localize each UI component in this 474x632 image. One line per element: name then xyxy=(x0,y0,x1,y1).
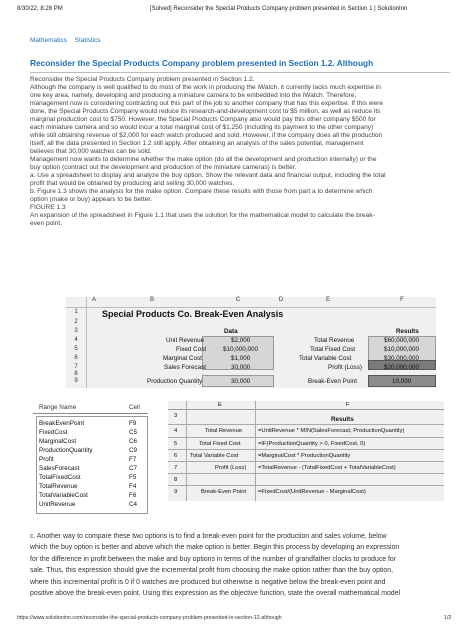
range-cell: F5 xyxy=(129,474,137,481)
result-total-fixed-cost: $10,000,000 xyxy=(384,346,420,353)
value-fixed-cost: $10,000,000 xyxy=(223,346,259,353)
formula-total-variable-cost: =MarginalCost * ProductionQuantity xyxy=(258,453,351,459)
formula-row-5: 5 xyxy=(174,441,178,447)
range-name: BreakEvenPoint xyxy=(39,420,85,427)
spreadsheet-title: Special Products Co. Break-Even Analysis xyxy=(102,309,284,319)
result-total-revenue: $60,000,000 xyxy=(384,337,420,344)
range-name: Profit xyxy=(39,456,54,463)
range-name: TotalRevenue xyxy=(39,483,78,490)
body-line: each miniature camera and so would incur a total marginal cost of $1,250 (including its payment to the other company) xyxy=(30,124,374,131)
row-header-5: 5 xyxy=(74,346,78,352)
row-line xyxy=(168,473,444,474)
formula-col-header-row xyxy=(168,401,444,410)
result-label-break-even: Break-Even Point xyxy=(308,378,358,385)
formula-row-8: 8 xyxy=(174,477,178,483)
range-name-row xyxy=(33,456,148,465)
result-label-total-revenue: Total Revenue xyxy=(314,337,355,344)
body-line: a. Use a spreadsheet to display and analyze the buy option. Show the relevant data and financial output, including the total xyxy=(30,172,386,179)
para-line: sale. Thus, this expression should give the incremental profit from choosing the make option rather than the buy option, xyxy=(30,567,393,575)
row-header-8: 8 xyxy=(74,371,78,377)
label-sales-forecast: Sales Forecast xyxy=(164,364,206,371)
grid-line xyxy=(186,401,187,501)
title-divider xyxy=(30,72,450,73)
page-title: Reconsider the Special Products Company problem presented in Section 1.2. Although xyxy=(30,58,374,68)
col-header-f: F xyxy=(400,297,404,303)
result-label-profit: Profit (Loss) xyxy=(328,364,362,371)
footer-url[interactable]: https://www.solutioninn.com/reconsider-the-special-products-company-problem-presented-in-section-12-although xyxy=(17,615,282,621)
range-name-row xyxy=(33,492,148,501)
range-cell: C4 xyxy=(129,501,138,508)
formula-profit: =TotalRevenue - (TotalFixedCost + TotalVariableCost) xyxy=(258,465,396,471)
cell-col-label: Cell xyxy=(129,404,140,411)
range-name-row xyxy=(33,420,148,429)
result-profit: $20,000,000 xyxy=(384,364,420,371)
range-name-row xyxy=(33,465,148,474)
range-name: TotalVariableCost xyxy=(39,492,88,499)
row-line xyxy=(168,424,444,425)
body-line: option (make or buy) appears to be better. xyxy=(30,196,152,203)
range-name-col-label: Range Name xyxy=(39,404,77,411)
row-line xyxy=(168,485,444,486)
body-line: An expansion of the spreadsheet in Figure 1.1 that uses the solution for the mathematical model to calculate the break- xyxy=(30,212,375,219)
body-line: Management now wants to determine whether the make option (do all the development and production internally) or the xyxy=(30,156,377,163)
label-fixed-cost: Fixed Cost xyxy=(176,346,207,353)
para-line: c. Another way to compare these two options is to find a break-even point for the production and sales volume, below xyxy=(30,533,387,540)
formula-label: Profit (Loss) xyxy=(215,465,247,471)
row-header-2: 2 xyxy=(74,319,78,325)
result-label-total-fixed-cost: Total Fixed Cost xyxy=(310,346,356,353)
break-even-spreadsheet xyxy=(66,297,436,388)
body-line: done, the Special Products Company would reduce its research-and-development cost to $5 million, as well as reduce its xyxy=(30,108,381,115)
range-name-row xyxy=(33,483,148,492)
row-line xyxy=(168,437,444,438)
col-header-b: B xyxy=(149,297,154,303)
question-body xyxy=(30,76,452,228)
body-line: one key area, namely, developing and producing a miniature camera to be embedded into the iWatch. Therefore, xyxy=(30,92,357,99)
grid-line xyxy=(255,401,256,501)
range-cell: F4 xyxy=(129,483,137,490)
body-line: marginal production cost to $750. However, the Special Products Company also would pay this other company $500 for xyxy=(30,116,376,123)
range-name: TotalFixedCost xyxy=(39,474,81,481)
print-title: [Solved] Reconsider the Special Products Company problem presented in Section 1 | SolutionInn xyxy=(150,6,408,12)
formula-label: Total Variable Cost xyxy=(190,453,239,459)
label-unit-revenue: Unit Revenue xyxy=(166,337,205,344)
body-line: FIGURE 1.3 xyxy=(30,204,66,211)
result-break-even: 10,000 xyxy=(392,378,412,385)
result-total-variable-cost: $30,000,000 xyxy=(384,355,420,362)
formula-col-e: E xyxy=(218,402,222,408)
formula-row-4: 4 xyxy=(174,428,178,434)
range-cell: F9 xyxy=(129,420,137,427)
formula-total-fixed-cost: =IF(ProductionQuantity > 0, FixedCost, 0) xyxy=(258,441,366,447)
range-cell: C9 xyxy=(129,447,138,454)
row-header-6: 6 xyxy=(74,355,78,361)
range-cell: C5 xyxy=(129,429,138,436)
formula-row-7: 7 xyxy=(174,465,178,471)
body-line: management now is considering contracting out this part of the job to another company that has this expertise. If this were xyxy=(30,100,383,107)
range-cell: F7 xyxy=(129,456,137,463)
body-line: b. Figure 1.3 shows the analysis for the make option. Compare these results with those from part a to determine which xyxy=(30,188,373,195)
row-line xyxy=(168,449,444,450)
para-line: positive above the break-even point. Using this expression as the objective function, state the overall mathematical model xyxy=(30,590,401,598)
range-name-row xyxy=(33,438,148,447)
formula-results-header: Results xyxy=(331,416,354,423)
col-header-c: C xyxy=(235,297,241,303)
formula-col-f: F xyxy=(346,402,350,408)
formula-row-6: 6 xyxy=(174,453,178,459)
col-header-e: E xyxy=(325,297,330,303)
row-header-7: 7 xyxy=(74,364,78,370)
body-line: while still obtaining revenue of $2,000 for each watch produced and sold. However, if the company does all the production xyxy=(30,132,383,139)
value-unit-revenue: $2,000 xyxy=(231,337,251,344)
body-line: profit that would be obtained by producing and selling 30,000 watches. xyxy=(30,180,235,187)
row-header-4: 4 xyxy=(74,337,78,343)
row-header-1: 1 xyxy=(74,309,78,315)
data-header: Data xyxy=(224,328,238,335)
body-line: believes that 30,000 watches can be sold. xyxy=(30,148,152,155)
part-c-paragraph xyxy=(30,531,448,599)
formula-break-even: =FixedCost/(UnitRevenue - MarginalCost) xyxy=(258,489,366,495)
range-name-row xyxy=(33,501,148,510)
range-name: FixedCost xyxy=(39,429,68,436)
formula-label: Total Revenue xyxy=(205,428,243,434)
formula-total-revenue: =UnitRevenue * MIN(SalesForecast, ProductionQuantity) xyxy=(258,428,405,434)
result-label-total-variable-cost: Total Variable Cost xyxy=(299,355,352,362)
para-line: for the difference in profit between the make and buy options in terms of the number of grandfather clocks to produce for xyxy=(30,555,397,563)
row-line xyxy=(168,461,444,462)
value-production-quantity: 30,000 xyxy=(231,378,251,385)
page-number: 1/2 xyxy=(444,615,452,621)
label-production-quantity: Production Quantity xyxy=(147,378,203,385)
formula-row-9: 9 xyxy=(174,489,178,495)
range-name: ProductionQuantity xyxy=(39,447,93,454)
para-line: which the buy option is better and above which the make option is better. Begin this process by developing an expression xyxy=(30,544,400,552)
row-header-3: 3 xyxy=(74,328,78,334)
formula-row-3: 3 xyxy=(174,413,178,419)
category-link-statistics[interactable]: Statistics xyxy=(74,37,101,44)
range-name: SalesForecast xyxy=(39,465,80,472)
formula-label: Break-Even Point xyxy=(201,489,247,495)
range-name-row xyxy=(33,474,148,483)
range-name: MarginalCost xyxy=(39,438,77,445)
label-marginal-cost: Marginal Cost xyxy=(163,355,202,362)
body-line: itself, all the data presented in Section 1.2 still apply. After obtaining an analysis of the sales potential, management xyxy=(30,140,364,147)
range-name: UnitRevenue xyxy=(39,501,76,508)
category-link-mathematics[interactable]: Mathematics xyxy=(30,37,67,44)
range-name-row xyxy=(33,447,148,456)
range-cell: F6 xyxy=(129,492,137,499)
formula-spreadsheet xyxy=(168,401,444,501)
body-line: Although the company is well qualified to do most of the work in producing the iWatch, it currently lacks much expertise in xyxy=(30,84,381,91)
body-line: even point. xyxy=(30,220,63,227)
grid-line xyxy=(66,307,436,308)
range-name-header xyxy=(33,402,148,414)
formula-label: Total Fixed Cost xyxy=(199,441,241,447)
range-cell: C6 xyxy=(129,438,138,445)
value-sales-forecast: 30,000 xyxy=(231,364,251,371)
browser-print-header xyxy=(0,6,474,18)
range-cell: C7 xyxy=(129,465,138,472)
col-header-d: D xyxy=(278,297,284,303)
grid-line xyxy=(86,297,87,388)
print-date: 8/30/22, 8:28 PM xyxy=(17,6,63,12)
body-line: Reconsider the Special Products Company problem presented in Section 1.2. xyxy=(30,76,255,83)
para-line: where this incremental profit is 0 if 0 watches are produced but otherwise is negative below the break-even point and xyxy=(30,578,386,586)
row-header-9: 9 xyxy=(74,378,78,384)
col-header-a: A xyxy=(91,297,96,303)
category-links xyxy=(30,37,107,44)
value-marginal-cost: $1,000 xyxy=(231,355,251,362)
body-line: buy option (contract out the development and production of the miniature cameras) is better. xyxy=(30,164,297,171)
results-header: Results xyxy=(396,328,419,335)
range-name-row xyxy=(33,429,148,438)
range-name-table xyxy=(33,402,148,513)
